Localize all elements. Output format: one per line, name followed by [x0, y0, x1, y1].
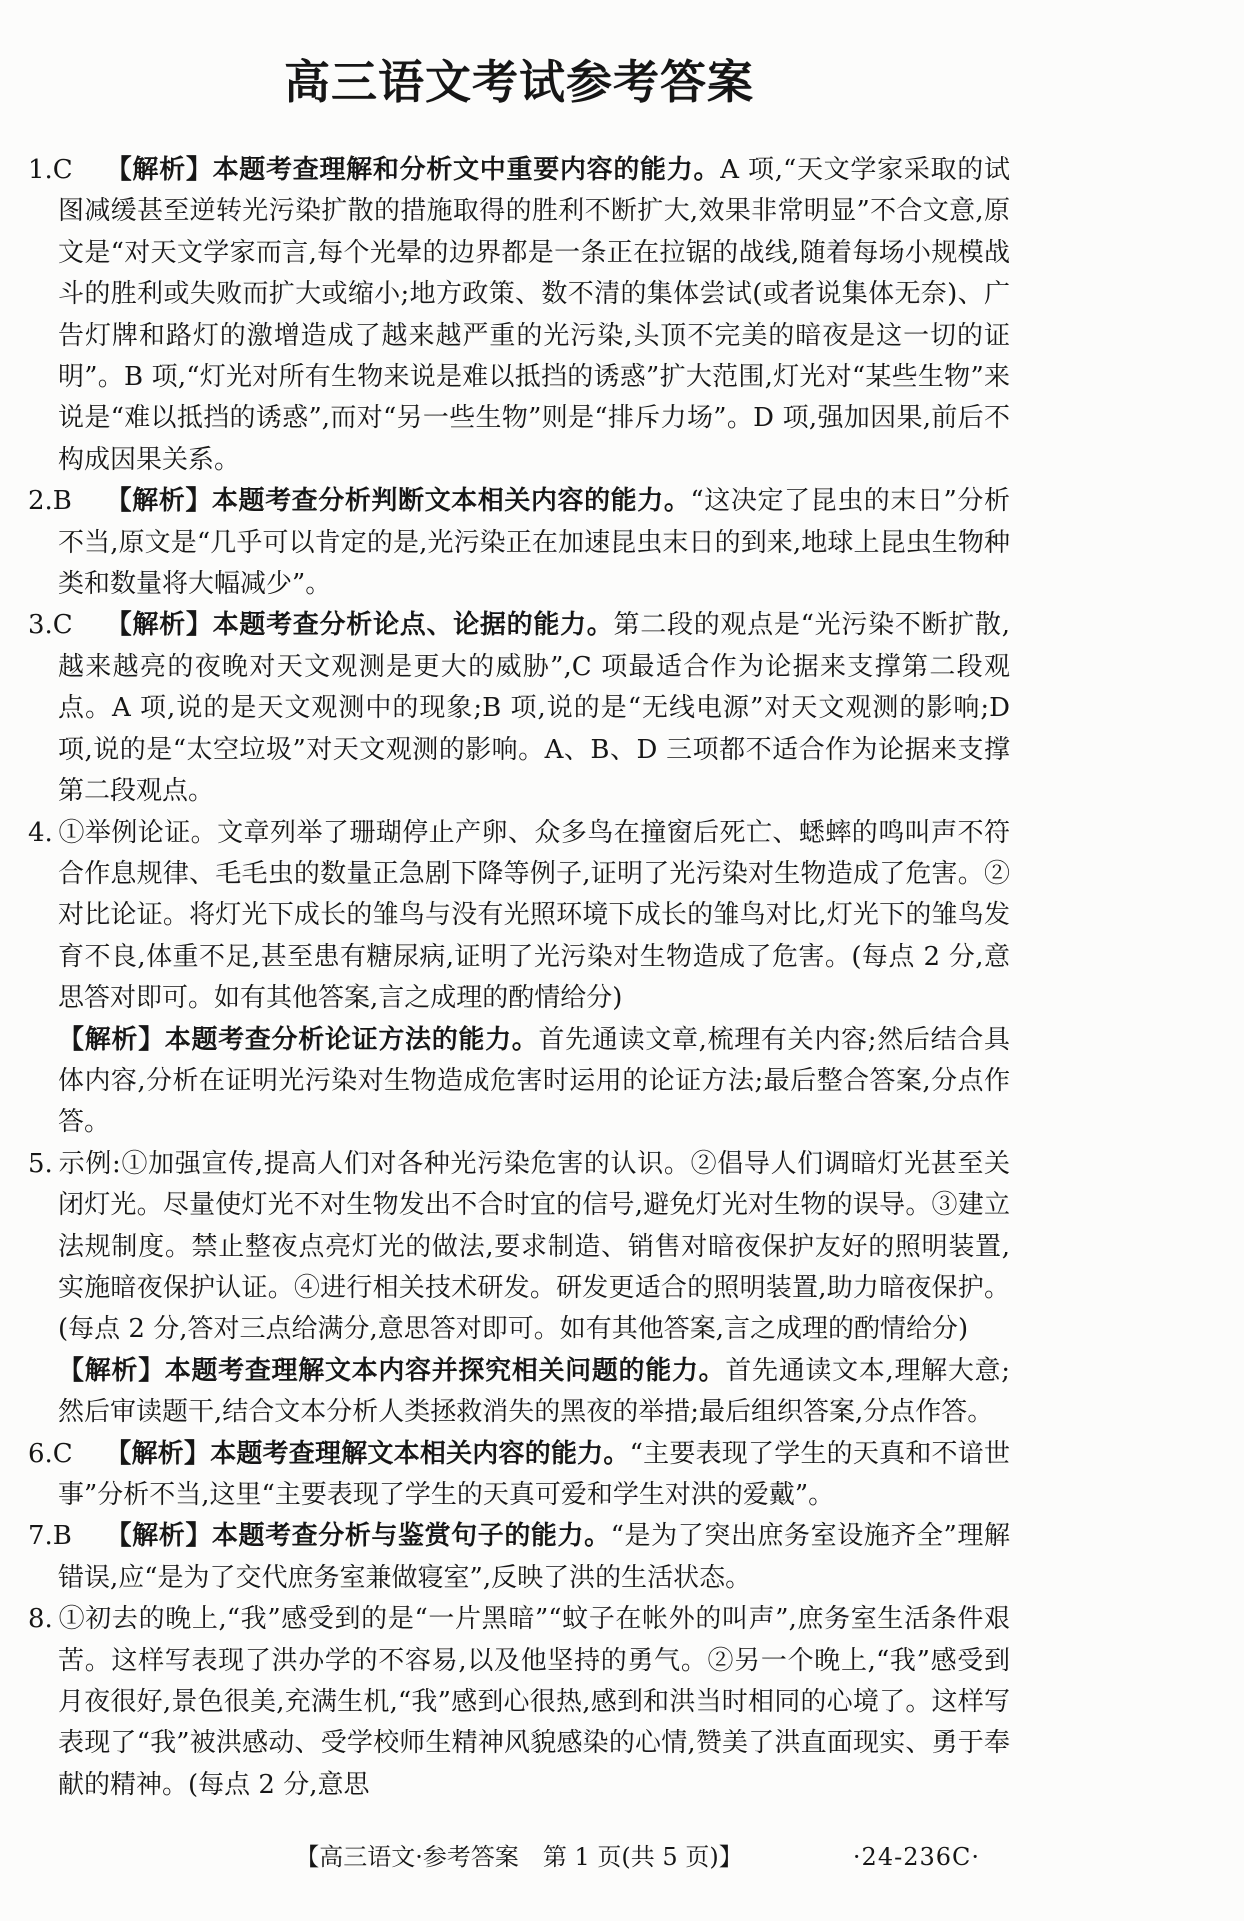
analysis-heading: 【解析】本题考查理解文本内容并探究相关问题的能力。	[58, 1355, 726, 1386]
analysis-text: “这决定了昆虫的末日”分析不当,原文是“几乎可以肯定的是,光污染正在加速昆虫末日的到来,地球上昆虫生物种类和数量将大幅减少”。	[58, 486, 1010, 600]
answer-item-3	[28, 605, 1010, 812]
footer-paper-code: ·24-236C·	[852, 1843, 980, 1871]
item-number: 4.	[28, 817, 53, 848]
page-footer	[28, 1842, 1010, 1872]
item-number: 3.C	[28, 610, 73, 641]
answer-item-5	[28, 1144, 1010, 1351]
analysis-text: “主要表现了学生的天真和不谙世事”分析不当,这里“主要表现了学生的天真可爱和学生对洪的爱戴”。	[58, 1438, 1010, 1510]
item-number: 7.B	[28, 1521, 72, 1552]
item-number: 5.	[28, 1148, 53, 1179]
answer-item-6	[28, 1434, 1010, 1517]
answer-item-1	[28, 150, 1010, 481]
analysis-text: “是为了突出庶务室设施齐全”理解错误,应“是为了交代庶务室兼做寝室”,反映了洪的生活状态。	[58, 1521, 1010, 1593]
answer-text: 示例:①加强宣传,提高人们对各种光污染危害的认识。②倡导人们调暗灯光甚至关闭灯光。尽量使灯光不对生物发出不合时宜的信号,避免灯光对生物的误导。③建立法规制度。禁止整夜点亮灯光的做法,要求制造、销售对暗夜保护友好的照明装置,实施暗夜保护认证。④进行相关技术研发。研发更适合的照明装置,助力暗夜保护。(每点 2 分,答对三点给满分,意思答对即可。如有其他答案,言之成理的酌情给分)	[58, 1148, 1010, 1345]
item-number: 6.C	[28, 1438, 73, 1469]
analysis-text: 第二段的观点是“光污染不断扩散,越来越亮的夜晚对天文观测是更大的威胁”,C 项最适合作为论据来支撑第二段观点。A 项,说的是天文观测中的现象;B 项,说的是“无线电源”对天文观测的影响;D 项,说的是“太空垃圾”对天文观测的影响。A、B、D 三项都不适合作为论据来支撑第二段观点。	[58, 610, 1010, 807]
analysis-heading: 【解析】本题考查分析论点、论据的能力。	[105, 610, 614, 641]
page-title: 高三语文考试参考答案	[284, 55, 754, 109]
item-number: 1.C	[28, 155, 73, 185]
analysis-text: A 项,“天文学家采取的试图减缓甚至逆转光污染扩散的措施取得的胜利不断扩大,效果非常明显”不合文意,原文是“对天文学家而言,每个光晕的边界都是一条正在拉锯的战线,随着每场小规模战斗的胜利或失败而扩大或缩小;地方政策、数不清的集体尝试(或者说集体无奈)、广告灯牌和路灯的激增造成了越来越严重的光污染,头顶不完美的暗夜是这一切的证明”。B 项,“灯光对所有生物来说是难以抵挡的诱惑”扩大范围,灯光对“某些生物”来说是“难以抵挡的诱惑”,而对“另一些生物”则是“排斥力场”。D 项,强加因果,前后不构成因果关系。	[58, 155, 1010, 475]
item-number: 2.B	[28, 486, 72, 517]
answer-item-4-analysis	[28, 1020, 1010, 1144]
answer-item-4	[28, 813, 1010, 1020]
answer-item-2	[28, 481, 1010, 605]
answer-text: ①举例论证。文章列举了珊瑚停止产卵、众多鸟在撞窗后死亡、蟋蟀的鸣叫声不符合作息规律、毛毛虫的数量正急剧下降等例子,证明了光污染对生物造成了危害。②对比论证。将灯光下成长的雏鸟与没有光照环境下成长的雏鸟对比,灯光下的雏鸟发育不良,体重不足,甚至患有糖尿病,证明了光污染对生物造成了危害。(每点 2 分,意思答对即可。如有其他答案,言之成理的酌情给分)	[58, 817, 1010, 1014]
analysis-heading: 【解析】本题考查分析论证方法的能力。	[58, 1024, 539, 1055]
answer-item-7	[28, 1516, 1010, 1599]
analysis-heading: 【解析】本题考查理解文本相关内容的能力。	[105, 1438, 630, 1469]
analysis-text: 首先通读文本,理解大意;然后审读题干,结合文本分析人类拯救消失的黑夜的举措;最后组织答案,分点作答。	[58, 1355, 1010, 1428]
answers-list	[28, 150, 1010, 1806]
analysis-text: 首先通读文章,梳理有关内容;然后结合具体内容,分析在证明光污染对生物造成危害时运用的论证方法;最后整合答案,分点作答。	[58, 1024, 1010, 1138]
item-number: 8.	[28, 1604, 53, 1635]
analysis-heading: 【解析】本题考查分析判断文本相关内容的能力。	[105, 486, 691, 517]
answer-item-5-analysis	[28, 1351, 1010, 1434]
footer-page-indicator: 【高三语文·参考答案 第 1 页(共 5 页)】	[295, 1843, 743, 1871]
analysis-heading: 【解析】本题考查理解和分析文中重要内容的能力。	[105, 155, 721, 185]
answer-item-8	[28, 1599, 1010, 1806]
analysis-heading: 【解析】本题考查分析与鉴赏句子的能力。	[105, 1521, 611, 1552]
answer-text: ①初去的晚上,“我”感受到的是“一片黑暗”“蚊子在帐外的叫声”,庶务室生活条件艰苦。这样写表现了洪办学的不容易,以及他坚持的勇气。②另一个晚上,“我”感受到月夜很好,景色很美,充满生机,“我”感到心很热,感到和洪当时相同的心境了。这样写表现了“我”被洪感动、受学校师生精神风貌感染的心情,赞美了洪直面现实、勇于奉献的精神。(每点 2 分,意思	[58, 1604, 1010, 1800]
